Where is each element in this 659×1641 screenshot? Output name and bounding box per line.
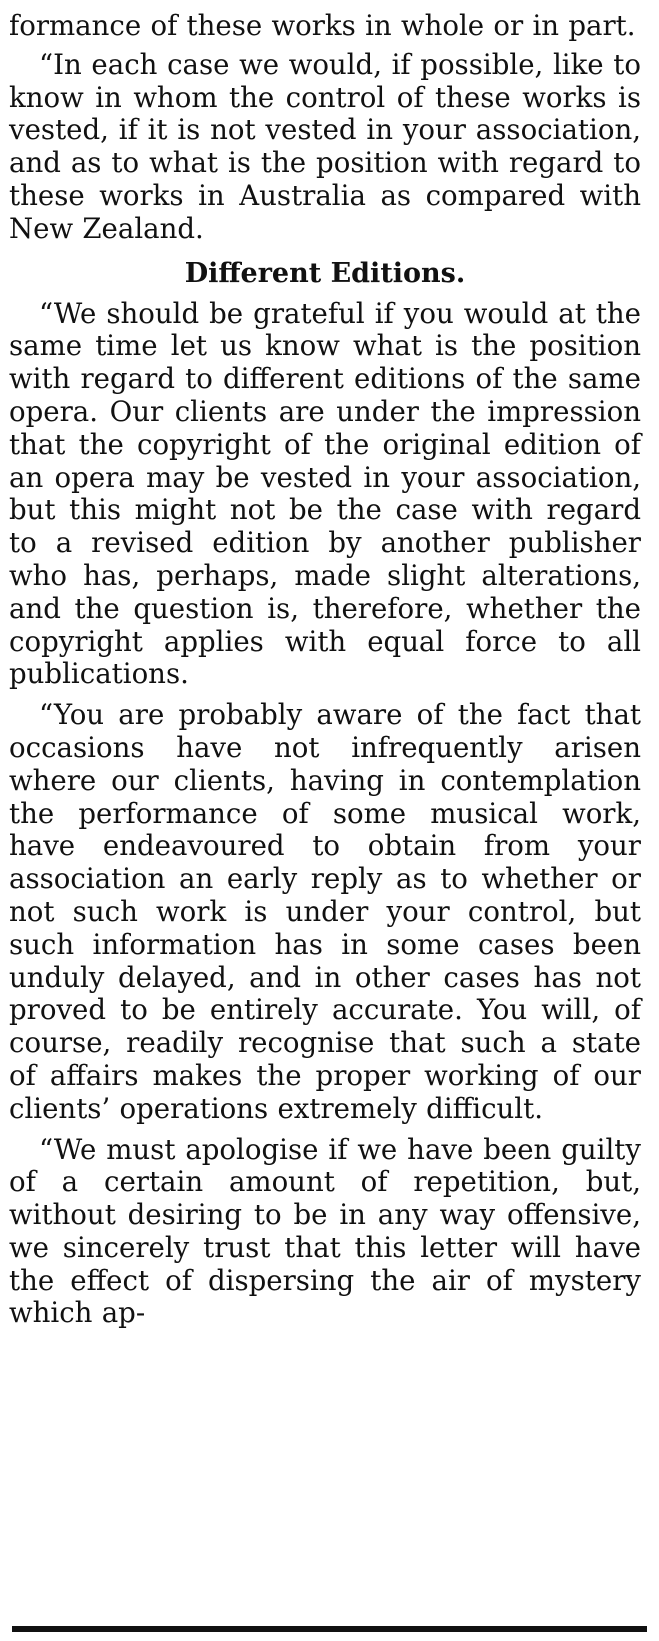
subheading-different-editions: Different Editions. <box>184 257 466 289</box>
article-column <box>9 10 641 1330</box>
paragraph-apologise: “We must apologise if we have been guilty of a certain amount of repetition, but, without desiring to be in any way offensive, we sincerely trust that this letter will have the effect of dispersing the air of mystery which ap- <box>9 1132 641 1330</box>
paragraph-occasions: “You are probably aware of the fact that occasions have not infrequently arisen where our clients, having in contemplation the performance of some musical work, have endeavoured to obtain from your association an early reply as to whether or not such work is under your control, but such information has in some cases been unduly delayed, and in other cases has not proved to be entirely accurate. You will, of course, readily recognise that such a state of affairs makes the proper working of our clients’ operations extremely difficult. <box>9 698 641 1125</box>
paragraph-continuation: formance of these works in whole or in part. <box>9 9 636 42</box>
paragraph-control-vested: “In each case we would, if possible, like to know in whom the control of these works is vested, if it is not vested in your association, and as to what is the position with regard to these works in Australia as compared with New Zealand. <box>9 47 641 245</box>
paragraph-different-editions: “We should be grateful if you would at the same time let us know what is the position with regard to different editions of the same opera. Our clients are under the impression that the copyright of the original edition of an opera may be vested in your association, but this might not be the case with regard to a revised edition by another publisher who has, perhaps, made slight alterations, and the question is, therefore, whether the copyright applies with equal force to all publications. <box>9 296 641 691</box>
column-bottom-rule <box>12 1626 647 1632</box>
